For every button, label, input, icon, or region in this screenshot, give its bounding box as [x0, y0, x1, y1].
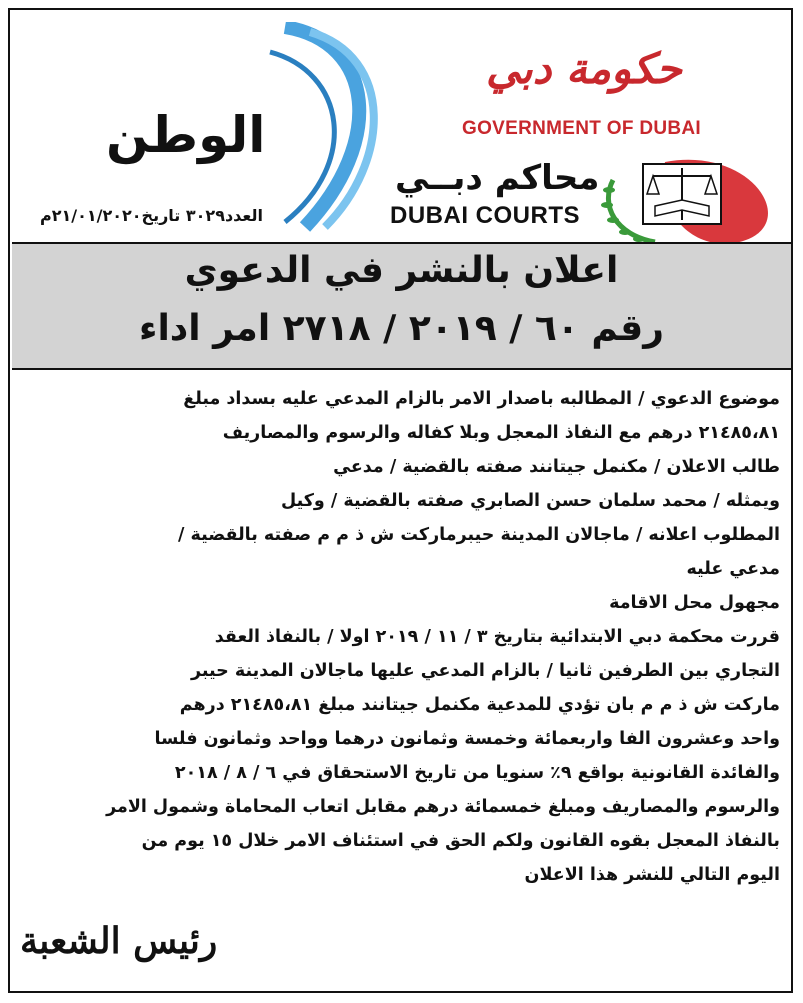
body-line: ويمثله / محمد سلمان حسن الصابري صفته بالقضية / وكيل: [280, 491, 780, 511]
notice-banner: [12, 242, 791, 370]
newspaper-swoosh-logo: [265, 22, 405, 232]
body-line: موضوع الدعوي / المطالبه باصدار الامر بالزام المدعي عليه بسداد مبلغ: [183, 389, 780, 409]
courts-name-arabic: محاكم دبــي: [395, 158, 600, 198]
body-line: واحد وعشرون الفا واربعمائة وخمسة وثمانون درهما وواحد وثمانون فلسا: [154, 729, 780, 749]
header: [10, 10, 791, 240]
body-line: ماركت ش ذ م م بان تؤدي للمدعية مكنمل جيتانند مبلغ ٢١٤٨٥،٨١ درهم: [179, 695, 780, 715]
notice-body: [20, 382, 780, 892]
dubai-courts-emblem: [595, 150, 790, 245]
newspaper-name: الوطن: [106, 106, 266, 164]
body-line: اليوم التالي للنشر هذا الاعلان: [524, 865, 780, 885]
body-line: بالنفاذ المعجل بقوه القانون ولكم الحق في استئناف الامر خلال ١٥ يوم من: [141, 831, 780, 851]
notice-title: اعلان بالنشر في الدعوي: [184, 250, 619, 291]
government-name-english: GOVERNMENT OF DUBAI: [462, 118, 701, 139]
body-line: مجهول محل الاقامة: [609, 593, 780, 613]
body-line: والفائدة القانونية بواقع ٩٪ سنويا من تاريخ الاستحقاق في ٦ / ٨ / ٢٠١٨: [174, 763, 780, 783]
issue-date-line: العدد٣٠٢٩ تاريخ٢١/٠١/٢٠٢٠م: [40, 206, 263, 225]
body-line: قررت محكمة دبي الابتدائية بتاريخ ٣ / ١١ / ٢٠١٩ اولا / بالنفاذ العقد: [214, 627, 780, 647]
body-line: ٢١٤٨٥،٨١ درهم مع النفاذ المعجل وبلا كفاله والرسوم والمصاريف: [222, 423, 780, 443]
body-line: التجاري بين الطرفين ثانيا / بالزام المدعي عليها ماجالان المدينة حيبر: [190, 661, 780, 681]
courts-name-english: DUBAI COURTS: [390, 202, 580, 229]
body-line: والرسوم والمصاريف ومبلغ خمسمائة درهم مقابل اتعاب المحاماة وشمول الامر: [106, 797, 780, 817]
government-name-arabic: حكومة دبي: [486, 44, 682, 93]
case-number: رقم ٦٠ / ٢٠١٩ / ٢٧١٨ امر اداء: [139, 308, 664, 349]
body-line: مدعي عليه: [686, 559, 780, 579]
body-line: المطلوب اعلانه / ماجالان المدينة حيبرماركت ش ذ م م صفته بالقضية /: [178, 525, 780, 545]
body-line: طالب الاعلان / مكنمل جيتانند صفته بالقضية / مدعي: [333, 457, 780, 477]
signature-title: رئيس الشعبة: [20, 920, 218, 962]
